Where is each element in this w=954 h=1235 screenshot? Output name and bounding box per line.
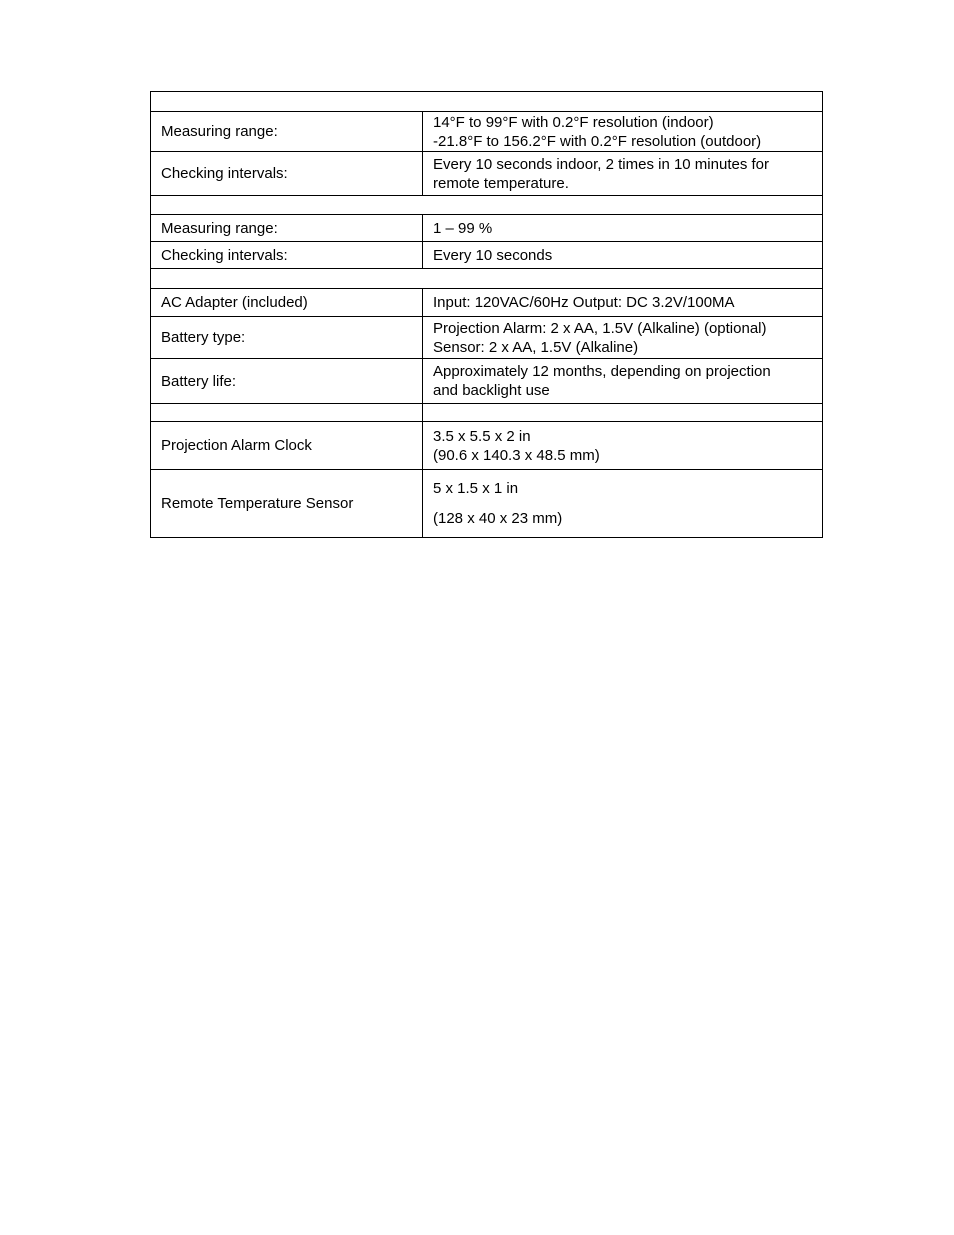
specifications-table bbox=[150, 91, 823, 538]
spec-value-line: 5 x 1.5 x 1 in bbox=[433, 480, 519, 497]
spec-value-line: (90.6 x 140.3 x 48.5 mm) bbox=[433, 446, 600, 464]
table-row bbox=[151, 215, 823, 242]
table-row bbox=[151, 470, 823, 538]
table-row bbox=[151, 242, 823, 269]
spec-value bbox=[423, 112, 823, 152]
spec-value-line: remote temperature. bbox=[433, 174, 569, 192]
spec-value-line: and backlight use bbox=[433, 382, 550, 399]
section-row-power bbox=[151, 269, 823, 289]
spec-value bbox=[423, 470, 823, 538]
section-row-temperature bbox=[151, 92, 823, 112]
spec-value-line: Input: 120VAC/60Hz Output: DC 3.2V/100MA bbox=[433, 294, 735, 311]
spec-label: Battery type: bbox=[151, 317, 423, 359]
section-header-empty bbox=[423, 404, 823, 422]
table-row bbox=[151, 359, 823, 404]
spec-label: Battery life: bbox=[151, 359, 423, 404]
spec-value-line: Sensor: 2 x AA, 1.5V (Alkaline) bbox=[433, 338, 639, 356]
table-row bbox=[151, 112, 823, 152]
spec-value-line: -21.8°F to 156.2°F with 0.2°F resolution (outdoor) bbox=[433, 132, 762, 150]
table-row bbox=[151, 317, 823, 359]
spec-value-line: (128 x 40 x 23 mm) bbox=[433, 510, 563, 527]
table-row bbox=[151, 289, 823, 317]
spec-value bbox=[423, 242, 823, 269]
section-row-humidity bbox=[151, 196, 823, 215]
spec-label: Remote Temperature Sensor bbox=[151, 470, 423, 538]
spec-value-spacer bbox=[433, 498, 812, 509]
section-row-dimensions bbox=[151, 404, 823, 422]
spec-value bbox=[423, 422, 823, 470]
section-header bbox=[151, 92, 823, 112]
section-header bbox=[151, 269, 823, 289]
spec-label: Checking intervals: bbox=[151, 242, 423, 269]
spec-value bbox=[423, 317, 823, 359]
spec-value bbox=[423, 289, 823, 317]
spec-value-line: 14°F to 99°F with 0.2°F resolution (indoor) bbox=[433, 113, 714, 131]
spec-value-line: Approximately 12 months, depending on projection bbox=[433, 363, 771, 380]
table-row bbox=[151, 422, 823, 470]
spec-value-line: 1 – 99 % bbox=[433, 219, 493, 237]
section-header bbox=[151, 196, 823, 215]
spec-value-line: Projection Alarm: 2 x AA, 1.5V (Alkaline) (optional) bbox=[433, 319, 767, 337]
spec-value-line: Every 10 seconds bbox=[433, 246, 553, 264]
section-header bbox=[151, 404, 423, 422]
spec-label: Measuring range: bbox=[151, 215, 423, 242]
spec-label: AC Adapter (included) bbox=[151, 289, 423, 317]
spec-value bbox=[423, 359, 823, 404]
spec-value-line: 3.5 x 5.5 x 2 in bbox=[433, 427, 531, 445]
table-row bbox=[151, 152, 823, 196]
spec-value bbox=[423, 152, 823, 196]
spec-label: Projection Alarm Clock bbox=[151, 422, 423, 470]
spec-label: Checking intervals: bbox=[151, 152, 423, 196]
spec-value bbox=[423, 215, 823, 242]
spec-value-line: Every 10 seconds indoor, 2 times in 10 minutes for bbox=[433, 155, 770, 173]
spec-label: Measuring range: bbox=[151, 112, 423, 152]
